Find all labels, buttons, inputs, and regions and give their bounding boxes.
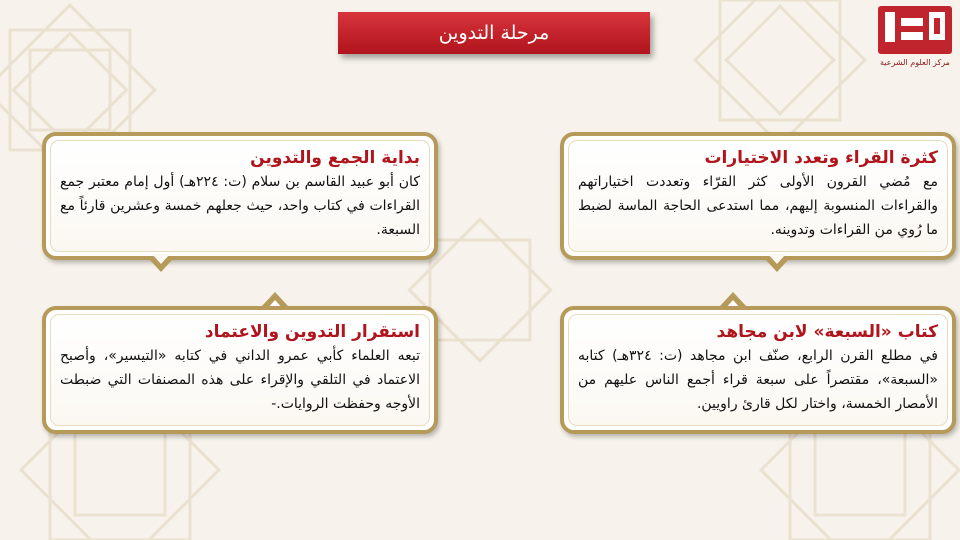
card-title: كتاب «السبعة» لابن مجاهد — [716, 322, 938, 342]
card-pointer — [148, 258, 174, 272]
card-pointer — [720, 292, 746, 306]
logo — [875, 4, 955, 74]
card-stabilization — [42, 306, 438, 434]
card-body: كان أبو عبيد القاسم بن سلام (ت: ٢٢٤هـ) أول إمام معتبر جمع القراءات في كتاب واحد، حيث جعلهم خمسة وعشرين قارئاً مع السبعة. — [60, 174, 420, 238]
card-ibn-mujahid-book — [560, 306, 956, 434]
card-body: تبعه العلماء كأبي عمرو الداني في كتابه «التيسير»، وأصبح الاعتماد في التلقي والإقراء على هذه المصنفات التي ضبطت الأوجه وحفظت الروايات.- — [60, 348, 420, 412]
card-pointer — [764, 258, 790, 272]
card-pointer — [262, 292, 288, 306]
card-title: كثرة القراء وتعدد الاختيارات — [704, 148, 938, 168]
card-body: مع مُضي القرون الأولى كثر القرّاء وتعددت اختياراتهم والقراءات المنسوبة إليهم، مما استدعى الحاجة الماسة لضبط ما رُوي من القراءات وتدوينه. — [578, 174, 938, 238]
card-body: في مطلع القرن الرابع، صنّف ابن مجاهد (ت: ٣٢٤هـ) كتابه «السبعة»، مقتصراً على سبعة قراء أجمع الناس عليهم من الأمصار الخمسة، واختار لكل قارئ راويين. — [578, 348, 938, 412]
card-title: استقرار التدوين والاعتماد — [204, 322, 420, 342]
logo-subtitle: مركز العلوم الشرعية — [880, 58, 950, 67]
card-many-readers — [560, 132, 956, 260]
card-beginning-collection — [42, 132, 438, 260]
page-title: مرحلة التدوين — [338, 12, 650, 54]
card-title: بداية الجمع والتدوين — [250, 148, 420, 168]
